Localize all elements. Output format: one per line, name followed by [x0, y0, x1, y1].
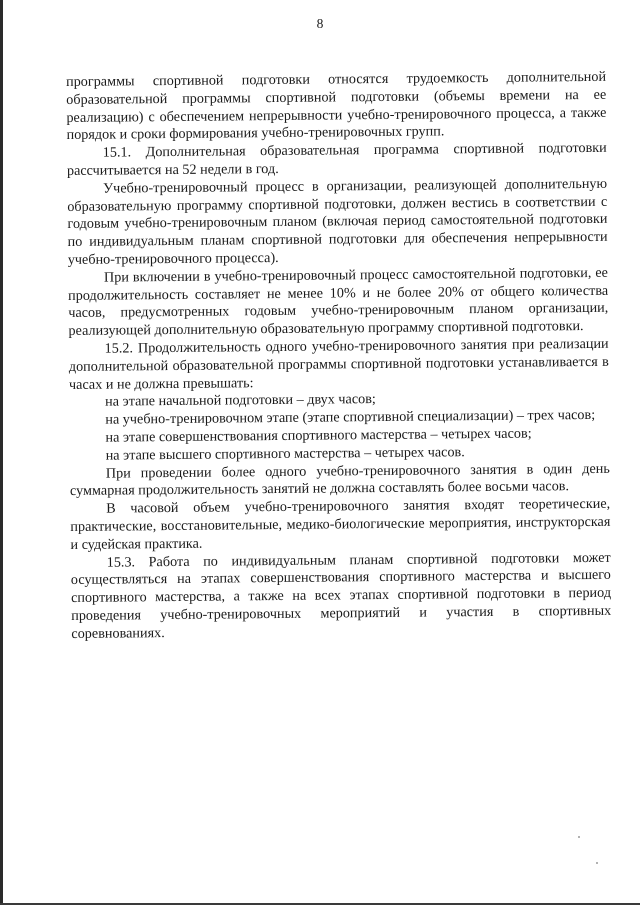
document-body [66, 69, 611, 644]
list-item-training-stage: на учебно-тренировочном этапе (этапе спортивной специализации) – трех часов; [105, 407, 596, 428]
paragraph-continuation: программы спортивной подготовки относятся трудоемкость дополнительной образовательной программы спортивной подготовки (объемы времени на ее реализацию) с обеспечением непрерывности учебно-тренировочного процесса, а также порядок и сроки формирования учебно-тренировочных групп. [66, 68, 607, 144]
list-item-initial-stage: на этапе начальной подготовки – двух часов; [105, 391, 376, 410]
paragraph-15-1: 15.1. Дополнительная образовательная программа спортивной подготовки рассчитывается на 52 недели в год. [66, 140, 607, 179]
paragraph-daily-limit: При проведении более одного учебно-тренировочного занятия в один день суммарная продолжительность занятий не должна составлять более восьми часов. [69, 460, 610, 500]
scan-speck [596, 862, 598, 864]
paragraph-training-process: Учебно-тренировочный процесс в организации, реализующей дополнительную образовательную программу спортивной подготовки, должен вестись в соответствии с годовым учебно-тренировочным планом (включая период самостоятельной подготовки по индивидуальным планам спортивной подготовки для обеспечения непрерывности учебно-тренировочного процесса). [67, 175, 608, 268]
scan-border-left [0, 0, 3, 905]
paragraph-15-3: 15.3. Работа по индивидуальным планам спортивной подготовки может осуществляться на этапах совершенствования спортивного мастерства и высшего спортивного мастерства, а также на всех этапах спортивной подготовки в период проведения учебно-тренировочных мероприятий и участия в спортивных соревнованиях. [70, 549, 612, 642]
scan-speck [578, 836, 580, 838]
list-item-higher-mastery-stage: на этапе высшего спортивного мастерства – четырех часов. [105, 443, 465, 464]
page-number: 8 [316, 16, 324, 31]
paragraph-hourly-volume: В часовой объем учебно-тренировочного занятия входят теоретические, практические, восстановительные, медико-биологические мероприятия, инструкторская и судейская практика. [70, 495, 611, 553]
paragraph-15-2: 15.2. Продолжительность одного учебно-тренировочного занятия при реализации дополнительной образовательной программы спортивной подготовки устанавливается в часах и не должна превышать: [68, 335, 609, 393]
paragraph-self-training: При включении в учебно-тренировочный процесс самостоятельной подготовки, ее продолжительность составляет не менее 10% и не более 20% от общего количества часов, предусмотренных годовым учебно-тренировочным планом организации, реализующей дополнительную образовательную программу спортивной подготовки. [68, 264, 609, 340]
list-item-improvement-stage: на этапе совершенствования спортивного мастерства – четырех часов; [105, 425, 532, 446]
